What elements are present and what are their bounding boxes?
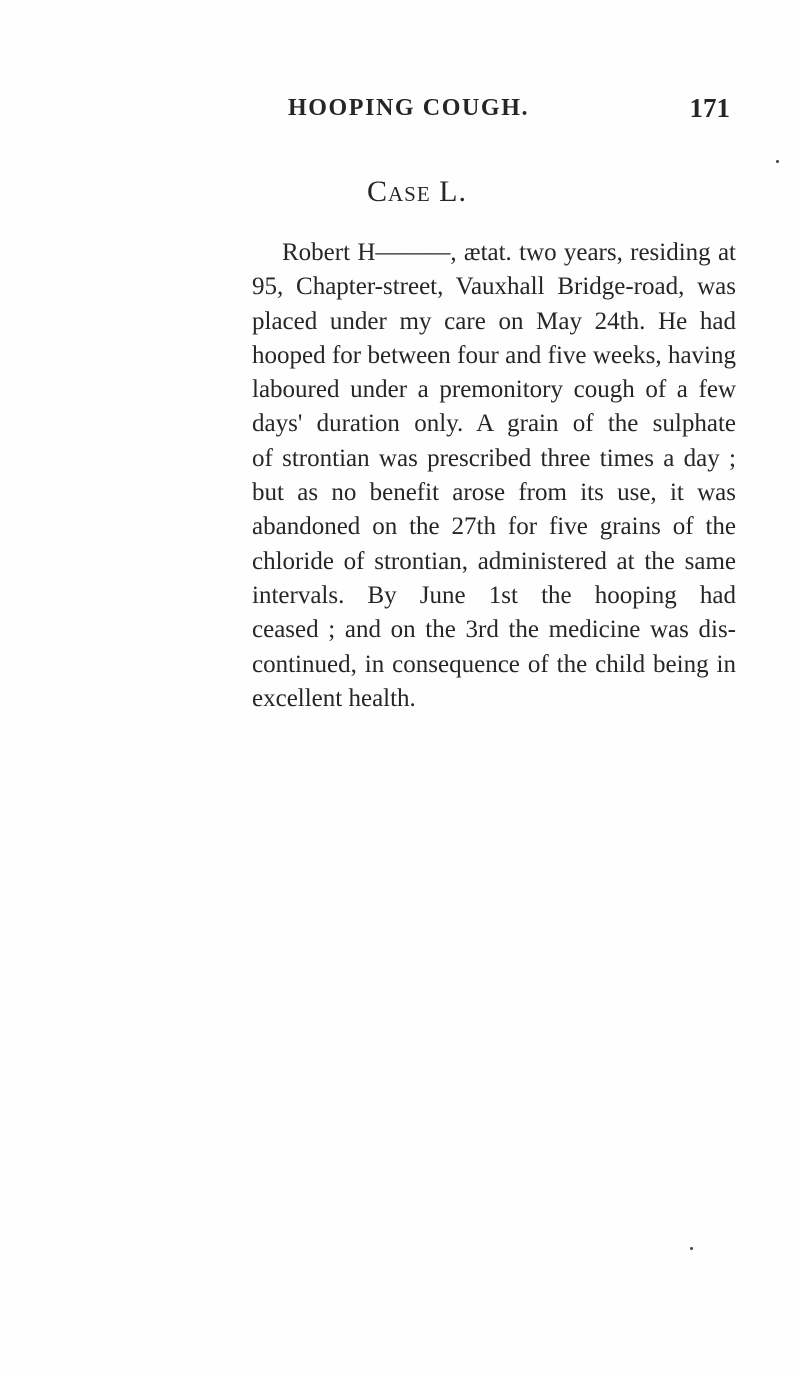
print-speck — [690, 1247, 693, 1250]
paragraph-line: hooped for between four and five weeks, having — [252, 341, 736, 369]
paragraph-line: Robert H———, ætat. two years, residing at — [282, 239, 736, 266]
paragraph-line: chloride of strontian, administered at the same — [252, 547, 736, 575]
print-speck — [776, 160, 779, 163]
paragraph-line: 95, Chapter-street, Vauxhall Bridge-road, was — [252, 273, 736, 301]
running-title: HOOPING COUGH. — [288, 95, 530, 121]
case-paragraph — [252, 236, 736, 716]
paragraph-line: continued, in consequence of the child being in — [252, 650, 736, 678]
paragraph-line: placed under my care on May 24th. He had — [252, 307, 736, 335]
paragraph-line: but as no benefit arose from its use, it was — [252, 479, 736, 507]
paragraph-line: abandoned on the 27th for five grains of the — [252, 513, 736, 541]
paragraph-line: excellent health. — [252, 684, 416, 712]
paragraph-line: of strontian was prescribed three times a day ; — [252, 444, 736, 472]
case-heading: Case L. — [366, 175, 467, 208]
page-number: 171 — [689, 93, 730, 123]
running-head — [288, 92, 732, 132]
paragraph-line: days' duration only. A grain of the sulphate — [252, 410, 736, 438]
paragraph-line: laboured under a premonitory cough of a few — [252, 376, 736, 404]
paragraph-line: intervals. By June 1st the hooping had — [252, 581, 736, 609]
paragraph-line: ceased ; and on the 3rd the medicine was dis- — [252, 616, 736, 644]
